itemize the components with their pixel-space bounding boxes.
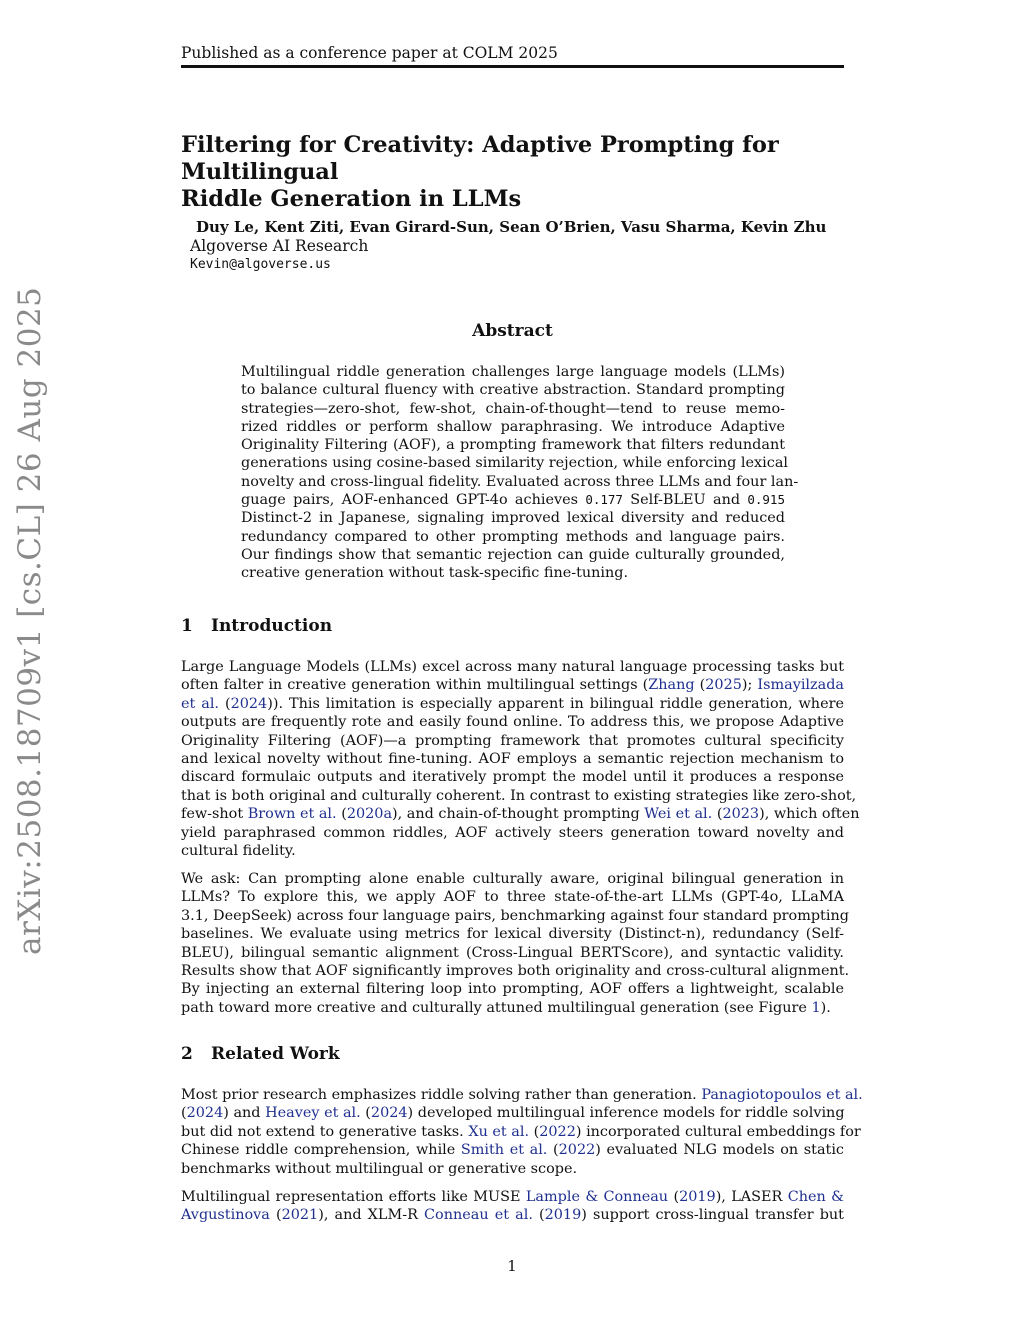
section-title: Related Work (211, 1044, 340, 1064)
citation-link[interactable]: Lample & Conneau (525, 1189, 669, 1205)
text: )). This limitation is especially apparent in bilingual riddle generation, where (267, 695, 844, 712)
text: ( (529, 1123, 540, 1140)
section-number: 1 (181, 616, 193, 636)
abstract-line: Originality Filtering (AOF), a prompting framework that filters redundant (241, 437, 785, 454)
abstract-line: Our findings show that semantic rejection can guide culturally grounded, (241, 546, 785, 563)
text: ), and chain-of-thought prompting (392, 806, 645, 823)
abstract-line: strategies—zero-shot, few-shot, chain-of-thought—tend to reuse memo- (241, 400, 785, 417)
section-heading-introduction (181, 616, 332, 636)
citation-year-link[interactable]: 2020a (346, 806, 393, 823)
intro-paragraph-1 (181, 658, 860, 860)
header-rule (181, 65, 844, 68)
text: Chinese riddle comprehension, while (181, 1142, 461, 1159)
text: ). (820, 999, 831, 1016)
text-line (181, 999, 844, 1017)
abstract-line: Multilingual riddle generation challenges large language models (LLMs) (241, 364, 785, 380)
author-list: Duy Le, Kent Ziti, Evan Girard-Sun, Sean O’Brien, Vasu Sharma, Kevin Zhu (196, 218, 827, 236)
text: ( (181, 1105, 187, 1122)
abstract-heading: Abstract (472, 321, 553, 341)
arxiv-sidebar-stamp: arXiv:2508.18709v1 [cs.CL] 26 Aug 2025 (12, 286, 48, 955)
text: ( (668, 1189, 680, 1205)
text-line: and lexical novelty without fine-tuning. AOF employs a semantic rejection mechanism to (181, 751, 844, 768)
text-line (181, 805, 860, 823)
citation-link[interactable]: Wei et al. (644, 806, 713, 823)
text-line: outputs are frequently rote and easily found online. To address this, we propose Adaptive (181, 714, 844, 731)
text: ( (694, 677, 706, 694)
citation-year-link[interactable]: 2022 (539, 1123, 576, 1140)
citation-link[interactable]: Chen & (787, 1189, 844, 1205)
citation-year-link[interactable]: 2024 (186, 1105, 224, 1122)
text-line: that is both original and culturally coherent. In contrast to existing strategies like zero-shot, (181, 787, 857, 804)
text-line (181, 676, 844, 694)
text: ) evaluated NLG models on static (595, 1142, 844, 1159)
abstract-line: Distinct-2 in Japanese, signaling improved lexical diversity and reduced (241, 510, 785, 527)
text-line: 3.1, DeepSeek) across four language pairs, benchmarking against four standard prompting (181, 907, 849, 924)
text: ); (741, 677, 758, 694)
text: ), LASER (715, 1189, 788, 1205)
text: path toward more creative and culturally attuned multilingual generation (see Figure (181, 999, 812, 1016)
abstract-line: redundancy compared to other prompting methods and language pairs. (241, 528, 785, 545)
text-line: benchmarks without multilingual or generative scope. (181, 1160, 578, 1177)
text: Most prior research emphasizes riddle solving rather than generation. (181, 1087, 702, 1103)
citation-link[interactable]: Panagiotopoulos et al. (701, 1087, 863, 1103)
citation-year-link[interactable]: 2022 (558, 1142, 596, 1159)
text-line: cultural fidelity. (181, 843, 296, 860)
text-line (181, 695, 844, 713)
citation-link[interactable]: Conneau et al. (424, 1207, 533, 1224)
text: ) and (223, 1105, 266, 1122)
section-number: 2 (181, 1044, 193, 1064)
intro-paragraph-2 (181, 870, 850, 1017)
running-header: Published as a conference paper at COLM 2025 (181, 44, 558, 62)
text: ( (219, 695, 231, 712)
text: ( (269, 1207, 282, 1224)
citation-year-link[interactable]: 2024 (230, 695, 268, 712)
text-line (181, 1123, 861, 1141)
text: ( (360, 1105, 371, 1122)
text-line: Results show that AOF significantly improves both originality and cross-cultural alignment. (181, 963, 850, 980)
text: often falter in creative generation within multilingual settings ( (181, 677, 649, 694)
page-number: 1 (507, 1257, 517, 1275)
text-line: baselines. We evaluate using metrics for lexical diversity (Distinct-n), redundancy (Self- (181, 926, 844, 943)
citation-link[interactable]: et al. (181, 695, 220, 712)
citation-link[interactable]: Xu et al. (468, 1123, 530, 1140)
abstract-line: rized riddles or perform shallow paraphrasing. We introduce Adaptive (241, 418, 785, 435)
text-line (181, 1188, 844, 1206)
text: ), and XLM-R (318, 1207, 425, 1224)
text-line (181, 1206, 844, 1224)
text: few-shot (181, 806, 248, 823)
text: ( (532, 1207, 545, 1224)
citation-link[interactable]: Ismayilzada (757, 677, 844, 694)
text: ( (336, 806, 347, 823)
citation-year-link[interactable]: 2019 (544, 1207, 582, 1224)
affiliation: Algoverse AI Research (190, 237, 369, 255)
paper-title (181, 132, 851, 213)
text-line: Large Language Models (LLMs) excel across many natural language processing tasks but (181, 659, 844, 675)
citation-link[interactable]: Heavey et al. (265, 1105, 361, 1122)
title-line-1: Filtering for Creativity: Adaptive Prompting for Multilingual (181, 132, 779, 185)
abstract-line: novelty and cross-lingual fidelity. Evaluated across three LLMs and four lan- (241, 473, 799, 490)
citation-year-link[interactable]: 2019 (679, 1189, 716, 1205)
abstract-body (241, 363, 799, 583)
abstract-text: guage pairs, AOF-enhanced GPT-4o achieves (241, 492, 586, 509)
text: ) support cross-lingual transfer but (581, 1207, 844, 1224)
text-line: Originality Filtering (AOF)—a prompting framework that promotes cultural specificity (181, 732, 844, 749)
text: ( (712, 806, 723, 823)
section-title: Introduction (211, 616, 333, 636)
title-line-2: Riddle Generation in LLMs (181, 186, 522, 212)
text-line: BLEU), bilingual semantic alignment (Cross-Lingual BERTScore), and syntactic validity. (181, 944, 844, 961)
citation-year-link[interactable]: 2021 (281, 1207, 319, 1224)
text: ) developed multilingual inference models for riddle solving (407, 1105, 845, 1122)
abstract-line: generations using cosine-based similarity rejection, while enforcing lexical (241, 455, 789, 472)
text-line: LLMs? To explore this, we apply AOF to three state-of-the-art LLMs (GPT-4o, LLaMA (181, 889, 844, 906)
distinct2-value: 0.915 (747, 492, 785, 508)
citation-year-link[interactable]: 2025 (705, 677, 742, 694)
text-line (181, 1104, 844, 1122)
text: ) incorporated cultural embeddings for (575, 1123, 861, 1140)
text-line (181, 1086, 863, 1104)
text: but did not extend to generative tasks. (181, 1123, 469, 1140)
citation-link[interactable]: Brown et al. (247, 806, 337, 823)
self-bleu-value: 0.177 (585, 492, 623, 508)
text: ( (547, 1142, 559, 1159)
text-line: We ask: Can prompting alone enable culturally aware, original bilingual generation in (181, 871, 844, 887)
citation-year-link[interactable]: 2023 (722, 806, 760, 823)
text-line (181, 1141, 844, 1159)
abstract-line: to balance cultural fluency with creative abstraction. Standard prompting (241, 382, 785, 399)
text: Multilingual representation efforts like MUSE (181, 1189, 526, 1205)
citation-year-link[interactable]: 2024 (370, 1105, 408, 1122)
citation-link[interactable]: Zhang (648, 677, 695, 694)
text-line: By injecting an external filtering loop into prompting, AOF offers a lightweight, scalable (181, 981, 844, 998)
text-line: discard formulaic outputs and iteratively prompt the model until it produces a response (181, 769, 844, 786)
abstract-text: Self-BLEU and (622, 492, 748, 509)
text: ), which often (759, 806, 860, 823)
related-paragraph-1 (181, 1086, 863, 1178)
citation-link[interactable]: Avgustinova (181, 1207, 270, 1224)
text-line: yield paraphrased common riddles, AOF actively steers generation toward novelty and (181, 824, 844, 841)
citation-link[interactable]: Smith et al. (460, 1142, 548, 1159)
abstract-line (241, 491, 785, 509)
contact-email[interactable]: Kevin@algoverse.us (190, 257, 331, 272)
section-heading-related-work (181, 1044, 340, 1064)
abstract-line: creative generation without task-specific fine-tuning. (241, 565, 629, 582)
related-paragraph-2 (181, 1188, 844, 1225)
figure-ref-link[interactable]: 1 (811, 999, 821, 1016)
